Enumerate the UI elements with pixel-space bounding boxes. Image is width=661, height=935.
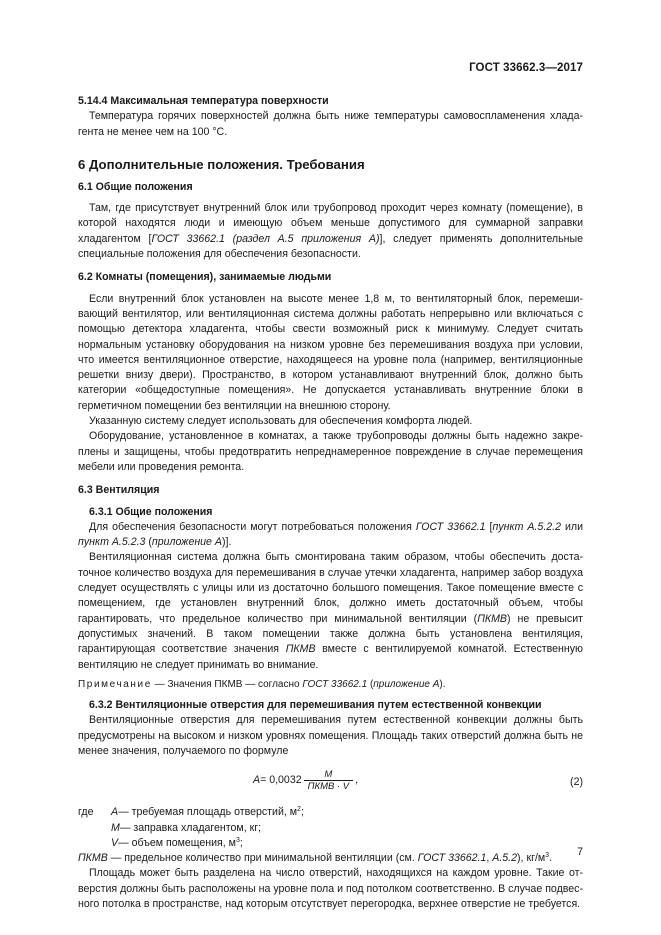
page-content [78,94,583,912]
section-6-1-paragraph: Там, где присутствует внутренний блок или трубопровод проходит через комнату (помещение), в которой находятся люди и имеющую объем меньше допустимого для суммарной заправки хладагентом [ГОСТ 33662.1 (раздел А.5 приложения А)], следует применять дополнительные специальные положения для обеспечения безопасности. [78,202,583,261]
page-number: 7 [577,846,583,858]
section-6-title: 6 Дополнительные положения. Требования [78,156,365,172]
section-6-2-paragraph-2: Указанную систему следует использовать для обеспечения комфорта людей. [89,415,473,428]
section-6-2-title: 6.2 Комнаты (помещения), занимаемые людьми [78,271,332,284]
reference-gost-section-a5: ГОСТ 33662.1 (раздел А.5 приложения А) [151,232,380,245]
section-6-1-title: 6.1 Общие положения [78,180,193,193]
legend-row: M — заправка хладагентом, кг; [111,821,262,834]
section-6-3-1-note: Примечание — Значения ПКМВ — согласно ГОСТ 33662.1 (приложение А). [78,678,446,690]
formula-coefficient: = 0,0032 [260,774,302,787]
formula-lhs: A [253,774,261,787]
document-id: ГОСТ 33662.3—2017 [469,62,583,74]
section-5-14-4-text: Температура горячих поверхностей должна быть ниже температуры самовоспламенения хладагента не менее чем на 100 °C. [78,110,583,138]
section-6-2-paragraph-1: Если внутренний блок установлен на высоте менее 1,8 м, то вентиляторный блок, перемешивающий вентилятор, или вентиляционная система должны работать непрерывно или включаться с помощью детектора хладагента, чтобы свести возможный риск к минимуму. Следует считать нормальным установку оборудования на низком уровне без перемешивания воздуха при условии, что имеется вентиляционное отверстие, находящееся на уровне пола (например, вентиляционные решетки внизу двери). Пространство, в котором устанавливают внутренний блок, должно быть категории «общедоступные помещения». Не допускается устанавливать внутренние блоки в герметичном помещении без вентиляции на внешнюю сторону. [78,292,583,412]
legend-row: где A — требуемая площадь отверстий, $м^2$; [78,806,304,819]
formula-numerator: M [324,769,333,781]
legend-row: V — объем помещения, $м^3$; [111,836,243,849]
section-6-3-1-paragraph-2: Вентиляционная система должна быть смонтирована таким образом, чтобы обеспечить достаточное количество воздуха для перемешивания в случае утечки хладагента, например забор воздуха следует осуществлять с улицы или из достаточно большого помещения. Такое помещение вместе с помещением, где установлен внутренний блок, должно иметь достаточный объем, чтобы гарантировать, что предельное количество при минимальной вентиляции (ПКМВ) не превысит допустимых значений. В таком помещении также должна быть установлена вентиляция, гарантирующая соответствие значения ПКМВ вместе с вентилируемой комнатой. Естественную вентиляцию не следует принимать во внимание. [78,551,583,671]
section-6-3-2-title: 6.3.2 Вентиляционные отверстия для перемешивания путем естественной конвекции [89,699,542,712]
section-5-14-4-title: 5.14.4 Максимальная температура поверхности [78,95,329,107]
formula-fraction [304,769,354,792]
section-6-3-title: 6.3 Вентиляция [78,484,160,497]
formula-denominator: ПКМВ · V [307,781,350,793]
section-6-3-1-title: 6.3.1 Общие положения [89,505,213,518]
section-6-3-2-paragraph-2: Площадь может быть разделена на число отверстий, находящихся на каждом уровне. Такие отверстия должны быть расположены на уровне пола и под потолком соответственно. В случае подвесного потолка в пространстве, над которым отсутствует перегородка, верхнее отверстие не требуется. [78,867,583,911]
legend-pkmv: ПКМВ — предельное количество при минимальной вентиляции (см. ГОСТ 33662.1, А.5.2), $кг/м^3$. [78,852,553,865]
formula-2: A = 0,0032 $\frac{M}{\text{ПКМВ · V}}$ , (2) [253,769,583,793]
formula-number: (2) [570,776,583,789]
section-6-3-1-paragraph-1: Для обеспечения безопасности могут потребоваться положения ГОСТ 33662.1 [пункт А.5.2.2 или пункт А.5.2.3 (приложение А)]. [78,520,583,549]
section-6-3-2-paragraph-1: Вентиляционные отверстия для перемешивания путем естественной конвекции должны быть предусмотрены на высоком и низком уровнях помещения. Площадь таких отверстий должна быть не менее значения, получаемого по формуле [78,714,583,757]
formula-legend [78,805,583,866]
section-6-2-paragraph-3: Оборудование, установленное в комнатах, а также трубопроводы должны быть надежно закреплены и защищены, чтобы предотвратить непреднамеренное повреждение в случае перемещения мебели или проведения ремонта. [78,430,583,473]
